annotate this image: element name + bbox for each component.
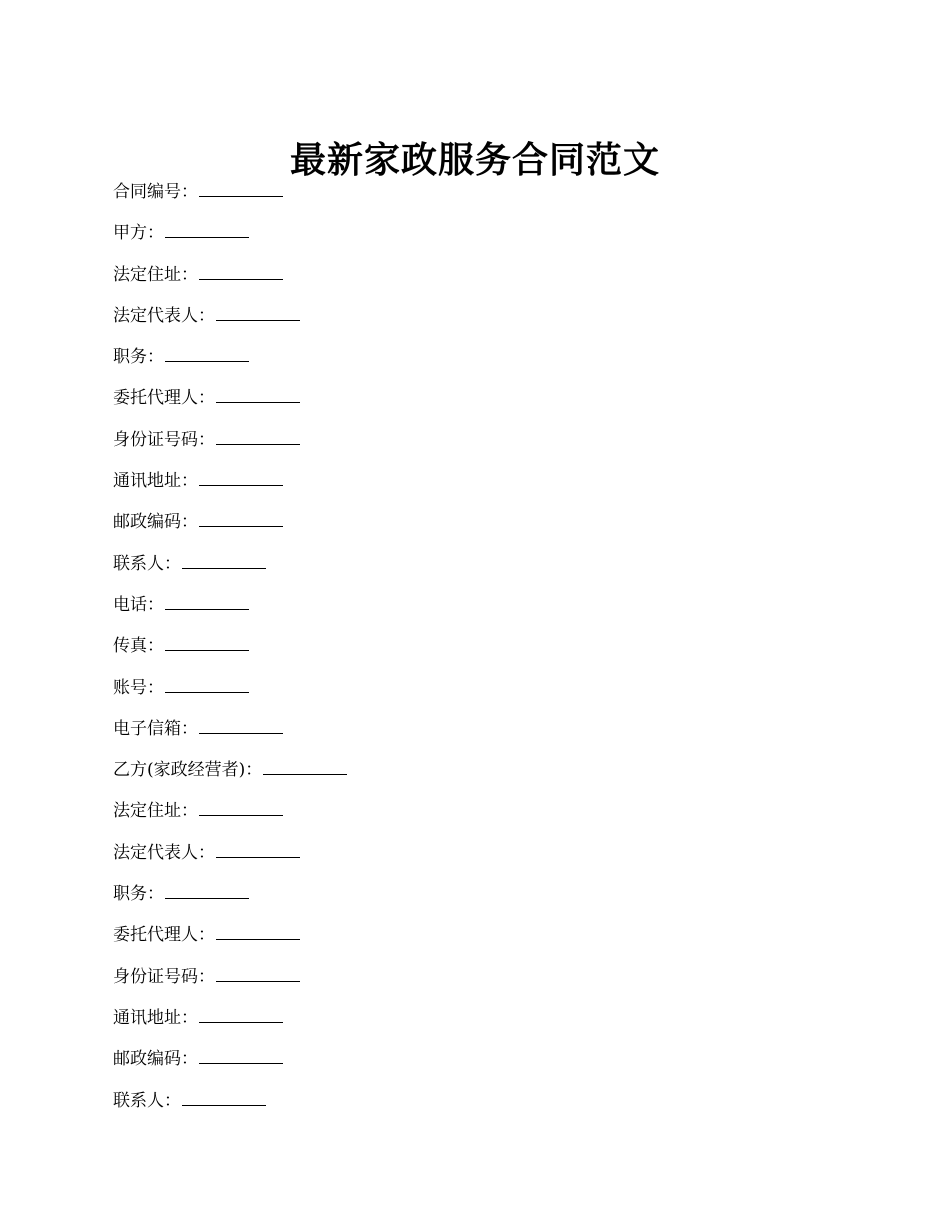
form-field-row bbox=[113, 798, 833, 839]
form-field-row bbox=[113, 551, 833, 592]
form-field-row bbox=[113, 385, 833, 426]
fill-in-blank-line bbox=[216, 843, 300, 858]
field-label: 传真： bbox=[113, 636, 164, 657]
form-field-row bbox=[113, 220, 833, 261]
fill-in-blank-line bbox=[165, 347, 249, 362]
form-field-row bbox=[113, 303, 833, 344]
field-label: 甲方： bbox=[113, 223, 164, 244]
form-field-row bbox=[113, 964, 833, 1005]
field-label: 电话： bbox=[113, 594, 164, 615]
fill-in-blank-line bbox=[182, 1091, 266, 1106]
fill-in-blank-line bbox=[199, 182, 283, 197]
field-label: 通讯地址： bbox=[113, 471, 198, 492]
form-field-row bbox=[113, 262, 833, 303]
field-label: 合同编号： bbox=[113, 182, 198, 202]
fill-in-blank-line bbox=[199, 265, 283, 280]
field-label: 账号： bbox=[113, 677, 164, 698]
form-field-row bbox=[113, 716, 833, 757]
form-field-row bbox=[113, 633, 833, 674]
fill-in-blank-line bbox=[263, 760, 347, 775]
field-label: 法定住址： bbox=[113, 801, 198, 822]
document-title: 最新家政服务合同范文 bbox=[289, 139, 660, 182]
fill-in-blank-line bbox=[216, 388, 300, 403]
field-label: 邮政编码： bbox=[113, 1049, 198, 1070]
fill-in-blank-line bbox=[182, 554, 266, 569]
field-label: 法定住址： bbox=[113, 264, 198, 285]
form-field-row bbox=[113, 1088, 833, 1129]
form-field-row bbox=[113, 1005, 833, 1046]
field-label: 职务： bbox=[113, 347, 164, 368]
form-field-row bbox=[113, 509, 833, 550]
fill-in-blank-line bbox=[216, 925, 300, 940]
fill-in-blank-line bbox=[199, 1008, 283, 1023]
fill-in-blank-line bbox=[199, 801, 283, 816]
field-label: 职务： bbox=[113, 884, 164, 905]
field-label: 电子信箱： bbox=[113, 718, 198, 739]
field-list bbox=[113, 179, 833, 1129]
field-label: 法定代表人： bbox=[113, 842, 215, 863]
field-label: 身份证号码： bbox=[113, 966, 215, 987]
field-label: 委托代理人： bbox=[113, 388, 215, 409]
form-field-row bbox=[113, 344, 833, 385]
form-field-row bbox=[113, 922, 833, 963]
fill-in-blank-line bbox=[216, 430, 300, 445]
form-field-row bbox=[113, 881, 833, 922]
fill-in-blank-line bbox=[199, 1049, 283, 1064]
fill-in-blank-line bbox=[165, 223, 249, 238]
form-field-row bbox=[113, 675, 833, 716]
fill-in-blank-line bbox=[165, 678, 249, 693]
form-field-row bbox=[113, 1046, 833, 1087]
form-field-row bbox=[113, 840, 833, 881]
form-field-row bbox=[113, 468, 833, 509]
form-field-row bbox=[113, 592, 833, 633]
field-label: 乙方(家政经营者)： bbox=[113, 760, 263, 781]
field-label: 法定代表人： bbox=[113, 305, 215, 326]
fill-in-blank-line bbox=[216, 967, 300, 982]
field-label: 邮政编码： bbox=[113, 512, 198, 533]
field-label: 联系人： bbox=[113, 1090, 181, 1111]
field-label: 联系人： bbox=[113, 553, 181, 574]
fill-in-blank-line bbox=[165, 595, 249, 610]
fill-in-blank-line bbox=[216, 306, 300, 321]
form-field-row bbox=[113, 427, 833, 468]
fill-in-blank-line bbox=[199, 512, 283, 527]
fill-in-blank-line bbox=[165, 636, 249, 651]
fill-in-blank-line bbox=[199, 471, 283, 486]
field-label: 身份证号码： bbox=[113, 429, 215, 450]
fill-in-blank-line bbox=[165, 884, 249, 899]
form-field-row bbox=[113, 179, 833, 220]
form-field-row bbox=[113, 757, 833, 798]
field-label: 通讯地址： bbox=[113, 1007, 198, 1028]
field-label: 委托代理人： bbox=[113, 925, 215, 946]
fill-in-blank-line bbox=[199, 719, 283, 734]
